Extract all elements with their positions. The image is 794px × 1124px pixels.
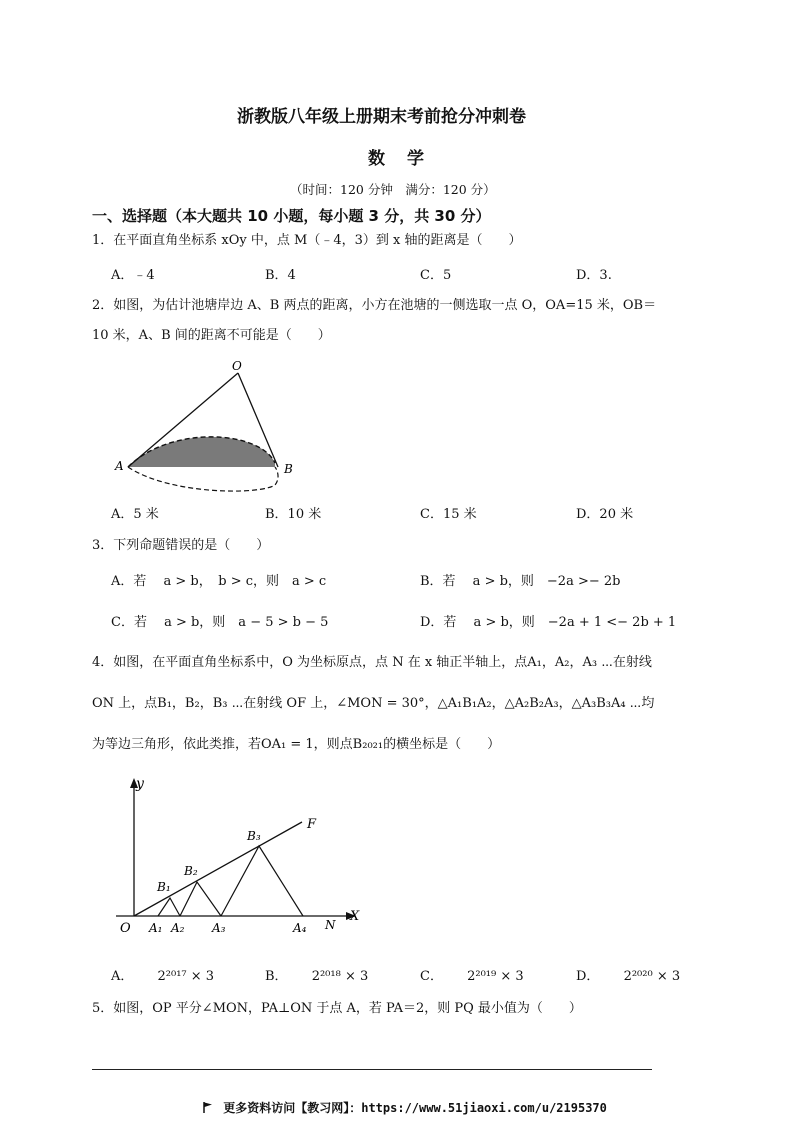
option-letter: D．: [576, 969, 600, 984]
question-1-option-d: D．3.: [576, 268, 612, 283]
option-value: 2²⁰¹⁹ × 3: [467, 969, 524, 984]
option-letter: A．: [111, 969, 134, 984]
question-3-option-a: A．若 a > b， b > c，则 a > c: [111, 574, 327, 589]
question-3-option-c: C．若 a > b，则 a − 5 > b − 5: [111, 615, 329, 630]
question-1-option-b: B．4: [265, 268, 296, 283]
label-a3: A₃: [212, 921, 226, 935]
question-1-option-c: C．5: [420, 268, 452, 283]
label-a4: A₄: [293, 921, 307, 935]
option-value: 2²⁰¹⁷ × 3: [157, 969, 215, 984]
label-o: O: [120, 921, 131, 936]
option-letter: C．: [420, 969, 443, 984]
footer-divider: [92, 1069, 652, 1070]
question-1-option-a: A．﹣4: [111, 268, 155, 283]
question-4-option-b: [265, 965, 368, 984]
pond-shape: [128, 437, 278, 491]
label-x: X: [350, 909, 360, 924]
footer-link[interactable]: 更多资料访问【教习网】：https://www.51jiaoxi.com/u/2195370: [223, 1101, 607, 1115]
question-4-stem-line-1: 4．如图，在平面直角坐标系中，O 为坐标原点，点 N 在 x 轴正半轴上，点A₁，A₂，A₃ ⋯在射线: [92, 655, 652, 670]
label-o: O: [232, 359, 242, 373]
question-5-stem: 5．如图，OP 平分∠MON，PA⊥ON 于点 A，若 PA＝2，则 PQ 最小值为（ ）: [92, 1001, 582, 1016]
question-2-stem-line-1: 2．如图，为估计池塘岸边 A、B 两点的距离，小方在池塘的一侧选取一点 O，OA=15 米，OB＝: [92, 298, 657, 313]
label-a1: A₁: [149, 921, 163, 935]
label-n: N: [325, 918, 336, 932]
question-3-option-d: D．若 a > b，则 −2a + 1 <− 2b + 1: [420, 615, 677, 630]
option-letter: B．: [265, 969, 288, 984]
ray-of: [134, 822, 302, 916]
question-3-option-b: B．若 a > b，则 −2a >− 2b: [420, 574, 621, 589]
question-2-option-c: C．15 米: [420, 507, 477, 522]
question-4-option-c: [420, 965, 524, 984]
footer[interactable]: [203, 1099, 607, 1116]
label-a2: A₂: [171, 921, 185, 935]
flag-icon: [203, 1102, 213, 1116]
triangle-a3-b3-a4: [221, 846, 303, 916]
question-2-stem-line-2: 10 米，A、B 间的距离不可能是（ ）: [92, 328, 331, 343]
question-4-stem-line-3: 为等边三角形，依此类推，若OA₁ = 1，则点B₂₀₂₁的横坐标是（ ）: [92, 737, 501, 752]
subject-title: 数学: [368, 149, 446, 169]
option-value: 2²⁰¹⁸ × 3: [311, 969, 369, 984]
question-3-stem: 3．下列命题错误的是（ ）: [92, 538, 270, 553]
label-y: y: [136, 776, 144, 792]
question-2-option-a: A．5 米: [111, 507, 159, 522]
page-title: 浙教版八年级上册期末考前抢分冲刺卷: [237, 107, 526, 127]
question-4-stem-line-2: ON 上，点B₁，B₂，B₃ ⋯在射线 OF 上，∠MON = 30°，△A₁B₁A₂，△A₂B₂A₃，△A₃B₃A₄ ⋯均: [92, 696, 655, 711]
question-4-option-a: [111, 965, 214, 984]
question-2-option-b: B．10 米: [265, 507, 322, 522]
question-4-option-d: [576, 965, 680, 984]
label-b: B: [284, 462, 293, 476]
option-value: 2²⁰²⁰ × 3: [623, 969, 681, 984]
question-2-option-d: D．20 米: [576, 507, 634, 522]
label-b3: B₃: [247, 829, 261, 843]
label-b1: B₁: [157, 880, 171, 894]
question-1-stem: 1．在平面直角坐标系 xOy 中，点 M（﹣4，3）到 x 轴的距离是（ ）: [92, 233, 522, 248]
section-heading: 一、选择题（本大题共 10 小题，每小题 3 分，共 30 分）: [92, 207, 491, 225]
coordinate-figure: [110, 770, 370, 945]
label-a: A: [115, 459, 124, 473]
time-info: （时间：120 分钟 满分：120 分）: [290, 182, 496, 197]
pond-figure: [110, 355, 310, 495]
label-b2: B₂: [184, 864, 198, 878]
label-f: F: [307, 817, 317, 832]
